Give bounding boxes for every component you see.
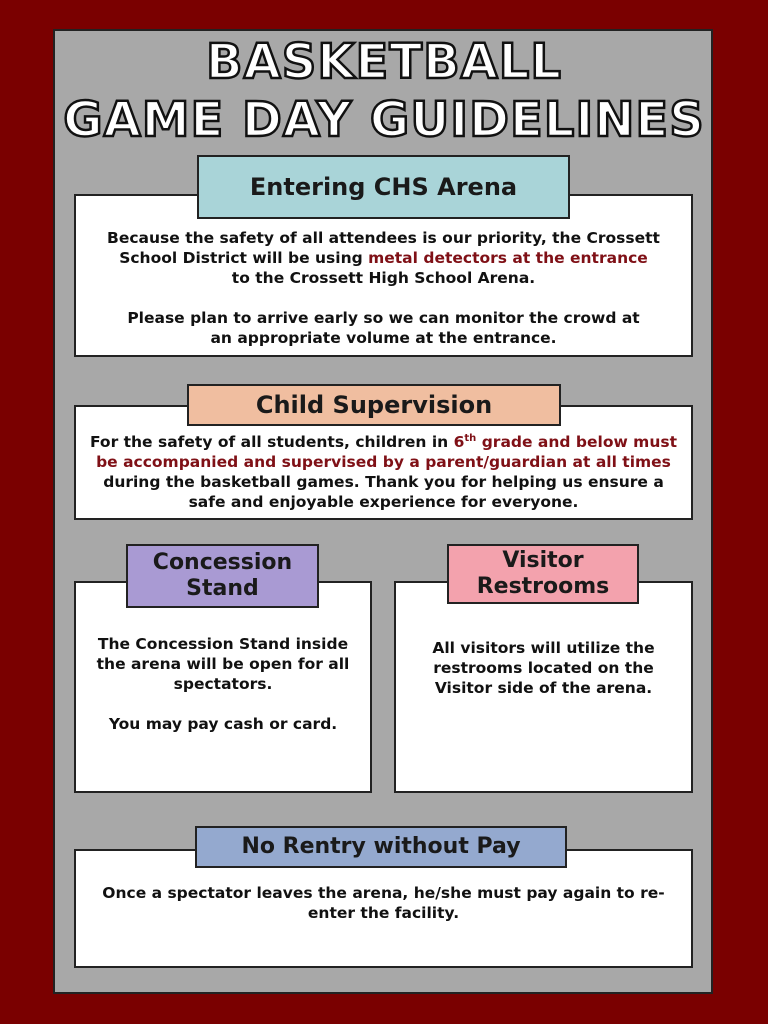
child-highlight-sup: th — [464, 432, 477, 444]
entering-heading-tab — [197, 155, 570, 219]
entering-text-b: to the Crossett High School Arena. — [231, 269, 536, 287]
rentry-heading: No Rentry without Pay — [241, 834, 521, 859]
concession-heading-tab — [126, 544, 319, 608]
poster-title-line-1: BASKETBALL — [206, 34, 562, 90]
rentry-paragraph: Once a spectator leaves the arena, he/she must pay again to re-enter the facility. — [102, 884, 665, 922]
concession-heading-line-1: Concession — [152, 550, 293, 575]
entering-heading: Entering CHS Arena — [249, 173, 518, 201]
concession-paragraph-1: The Concession Stand inside the arena will be open for all spectators. — [96, 635, 350, 693]
entering-paragraph-2: Please plan to arrive early so we can monitor the crowd at an appropriate volume at the entrance. — [127, 309, 640, 347]
restrooms-paragraph: All visitors will utilize the restrooms located on the Visitor side of the arena. — [432, 639, 655, 697]
child-supervision-heading: Child Supervision — [255, 391, 493, 419]
child-highlight-grade: 6 — [453, 433, 465, 451]
restrooms-heading-line-2: Restrooms — [476, 574, 610, 599]
concession-heading-line-2: Stand — [186, 576, 259, 601]
child-text-b: during the basketball games. Thank you for helping us ensure a safe and enjoyable experience for everyone. — [103, 473, 664, 511]
poster-title-line-2: GAME DAY GUIDELINES — [63, 92, 705, 148]
entering-text-a: Because the safety of all attendees is our priority, the Crossett School District will be using — [107, 229, 660, 267]
concession-paragraph-2: You may pay cash or card. — [108, 715, 338, 733]
entering-paragraph-1 — [76, 228, 691, 288]
child-text-a: For the safety of all students, children in — [89, 433, 454, 451]
rentry-heading-tab — [195, 826, 567, 868]
restrooms-heading-tab — [447, 544, 639, 604]
restrooms-card — [394, 581, 693, 793]
concession-card — [74, 581, 372, 793]
child-supervision-paragraph — [76, 432, 691, 512]
restrooms-heading-line-1: Visitor — [502, 548, 584, 573]
entering-highlight: metal detectors at the entrance — [368, 249, 648, 267]
child-highlight-rule: grade and below must be accompanied and supervised by a parent/guardian at all times — [96, 433, 678, 471]
child-supervision-heading-tab — [187, 384, 561, 426]
